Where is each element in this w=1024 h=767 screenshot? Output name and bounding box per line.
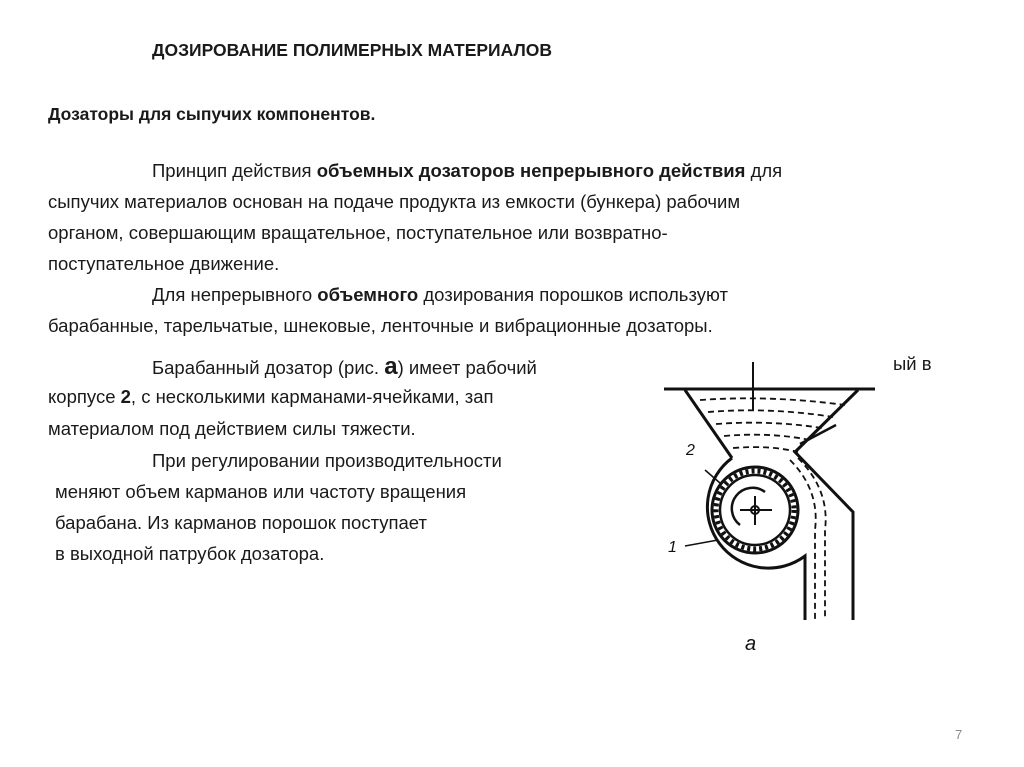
p3-line1-mid: ) имеет рабочий [397, 357, 537, 378]
p3-line1-end: ый в [893, 353, 932, 374]
p1-line1 [152, 160, 782, 182]
p3-line1 [152, 353, 537, 381]
p1-line1-bold: объемных дозаторов непрерывного действия [316, 160, 746, 181]
p1-line1-start: Принцип действия [152, 160, 317, 181]
p4-line4: в выходной патрубок дозатора. [55, 543, 325, 564]
p3-line2-start: корпусе [48, 386, 121, 407]
p3-line2-end: , с несколькими карманами-ячейками, зап [130, 386, 494, 407]
p3-figure-ref: а [384, 353, 398, 380]
leader-line-1 [685, 540, 718, 546]
p4-line1: При регулировании производительности [152, 450, 502, 471]
powder-outflow [790, 460, 816, 620]
p2-line2: барабанные, тарельчатые, шнековые, ленточные и вибрационные дозаторы. [48, 315, 713, 336]
p3-line2-bold: 2 [120, 386, 131, 407]
powder-outflow [798, 458, 826, 620]
rotation-arrow [732, 488, 765, 525]
p3-line2 [48, 386, 494, 408]
p1-line3: органом, совершающим вращательное, поступательное или возвратно- [48, 222, 668, 243]
section-heading: Дозаторы для сыпучих компонентов. [48, 104, 376, 124]
slide-title: ДОЗИРОВАНИЕ ПОЛИМЕРНЫХ МАТЕРИАЛОВ [152, 40, 553, 60]
p3-line1-start: Барабанный дозатор (рис. [152, 357, 385, 378]
page-number: 7 [955, 727, 963, 742]
label-1: 1 [668, 539, 677, 556]
drum-doser-diagram [655, 360, 875, 660]
p3-line3: материалом под действием силы тяжести. [48, 418, 416, 439]
p1-line1-end: для [745, 160, 783, 181]
powder-layer [716, 423, 822, 428]
p1-line4: поступательное движение. [48, 253, 280, 274]
p1-line2: сыпучих материалов основан на подаче продукта из емкости (бункера) рабочим [48, 191, 741, 212]
p2-line1 [152, 284, 728, 306]
powder-layer [700, 398, 845, 405]
p4-line2: меняют объем карманов или частоту вращения [55, 481, 467, 502]
powder-layer [708, 410, 833, 417]
label-2: 2 [686, 442, 695, 459]
powder-layer [724, 435, 810, 440]
powder-layer [733, 447, 798, 452]
p2-line1-end: дозирования порошков используют [418, 284, 728, 305]
figure-caption: а [745, 633, 757, 655]
p4-line3: барабана. Из карманов порошок поступает [55, 512, 427, 533]
p2-line1-start: Для непрерывного [152, 284, 318, 305]
p2-line1-bold: объемного [317, 284, 419, 305]
